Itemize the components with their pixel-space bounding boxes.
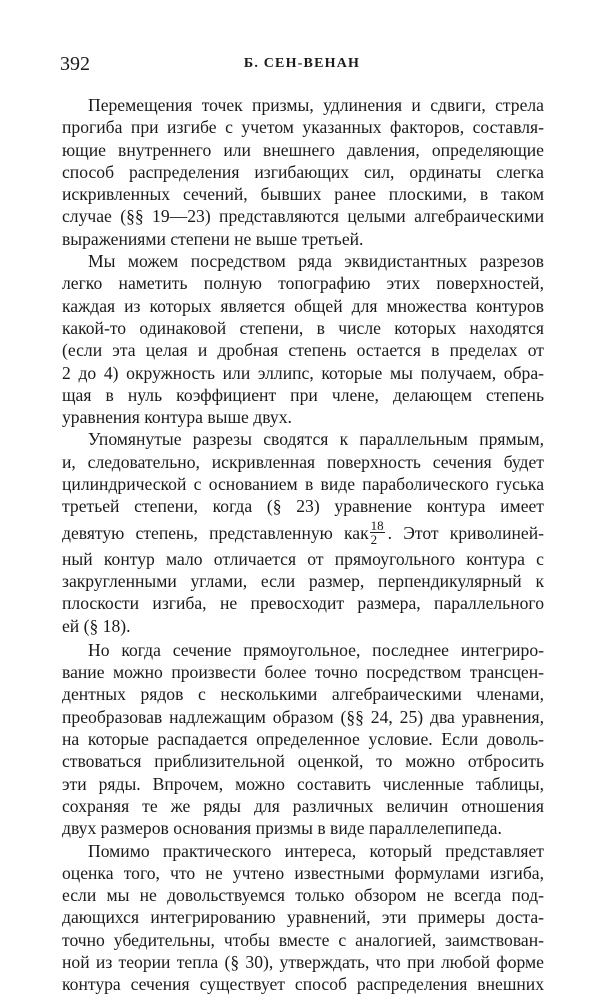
text-line: закругленными углами, если размер, перпендикулярный к <box>62 570 544 591</box>
running-head <box>60 52 544 76</box>
text-line: прогиба при изгибе с учетом указанных факторов, составля- <box>62 117 544 138</box>
text-line: Но когда сечение прямоугольное, последнее интегриро- <box>88 639 544 660</box>
body-text <box>62 94 544 996</box>
text-line: 2 до 4) окружность или эллипс, которые мы получаем, обра- <box>62 362 544 383</box>
text-line: на которые распадается определенное условие. Если доволь- <box>62 729 544 750</box>
fraction-line-before: девятую степень, представленную как <box>62 522 369 543</box>
text-line: ей (§ 18). <box>62 615 131 636</box>
text-line: контура сечения существует способ распределения внешних <box>62 974 544 995</box>
text-line: (если эта целая и дробная степень остается в пределах от <box>62 340 544 361</box>
paragraph <box>62 639 544 840</box>
text-line: уравнения контура выше двух. <box>62 407 292 428</box>
text-line: преобразовав надлежащим образом (§§ 24, 25) два уравнения, <box>62 706 544 727</box>
text-line: щая в нуль коэффициент при члене, делающем степень <box>62 384 544 405</box>
text-line: дентных рядов с несколькими алгебраическими членами, <box>62 684 544 705</box>
text-line: плоскости изгиба, не превосходит размера, параллельного <box>62 593 544 614</box>
paragraph <box>62 250 544 428</box>
text-line: и, следовательно, искривленная поверхность сечения будет <box>62 451 544 472</box>
text-line: ствоваться приблизительной оценкой, то можно отбросить <box>62 751 544 772</box>
fraction-line <box>62 518 544 548</box>
text-line: вание можно произвести более точно посредством трансцен- <box>62 662 544 683</box>
text-line: дающихся интегрированию уравнений, эти примеры доста- <box>62 907 544 928</box>
text-line: ющие внутреннего или внешнего давления, определяющие <box>62 139 544 160</box>
text-line: оценка того, что не учтено известными формулами изгиба, <box>62 862 544 883</box>
text-line: каждая из которых является общей для множества контуров <box>62 295 544 316</box>
paragraph <box>62 840 544 996</box>
text-line: Упомянутые разрезы сводятся к параллельным прямым, <box>88 429 544 450</box>
paragraph <box>62 428 544 636</box>
text-line: двух размеров основания призмы в виде параллелепипеда. <box>62 818 502 839</box>
text-line: если мы не довольствуемся только обзором не всегда под- <box>62 885 544 906</box>
fraction-denominator: 2 <box>370 532 378 548</box>
text-line: способ распределения изгибающих сил, ординаты слегка <box>62 161 544 182</box>
text-line: легко наметить полную топографию этих поверхностей, <box>62 273 544 294</box>
text-line: искривленных сечений, бывших ранее плоскими, в таком <box>62 184 544 205</box>
text-line: какой-то одинаковой степени, в числе которых находятся <box>62 317 544 338</box>
text-line: выражениями степени не выше третьей. <box>62 228 364 249</box>
page-number: 392 <box>60 53 90 75</box>
text-line: Помимо практического интереса, который представляет <box>88 840 544 861</box>
text-line: случае (§§ 19—23) представляются целыми алгебраическими <box>62 206 544 227</box>
text-line: ный контур мало отличается от прямоугольного контура с <box>62 548 544 569</box>
text-line: сохраняя те же ряды для различных величин отношения <box>62 795 544 816</box>
text-line: точно убедительны, чтобы вместе с аналогией, заимствован- <box>62 929 544 950</box>
text-line: Мы можем посредством ряда эквидистантных разрезов <box>88 251 544 272</box>
paragraph <box>62 94 544 250</box>
running-title: Б. СЕН-ВЕНАН <box>243 56 361 71</box>
text-line: Перемещения точек призмы, удлинения и сдвиги, стрела <box>88 95 544 115</box>
text-line: третьей степени, когда (§ 23) уравнение контура имеет <box>62 496 544 517</box>
fraction-numerator: 18 <box>370 518 384 534</box>
text-line: цилиндрической с основанием в виде параболического гуська <box>62 474 544 495</box>
fraction <box>370 519 385 546</box>
fraction-line-after: . Этот криволиней- <box>387 522 544 543</box>
text-line: эти ряды. Впрочем, можно составить численные таблицы, <box>62 773 544 794</box>
text-line: ной из теории тепла (§ 30), утверждать, что при любой форме <box>62 951 544 972</box>
